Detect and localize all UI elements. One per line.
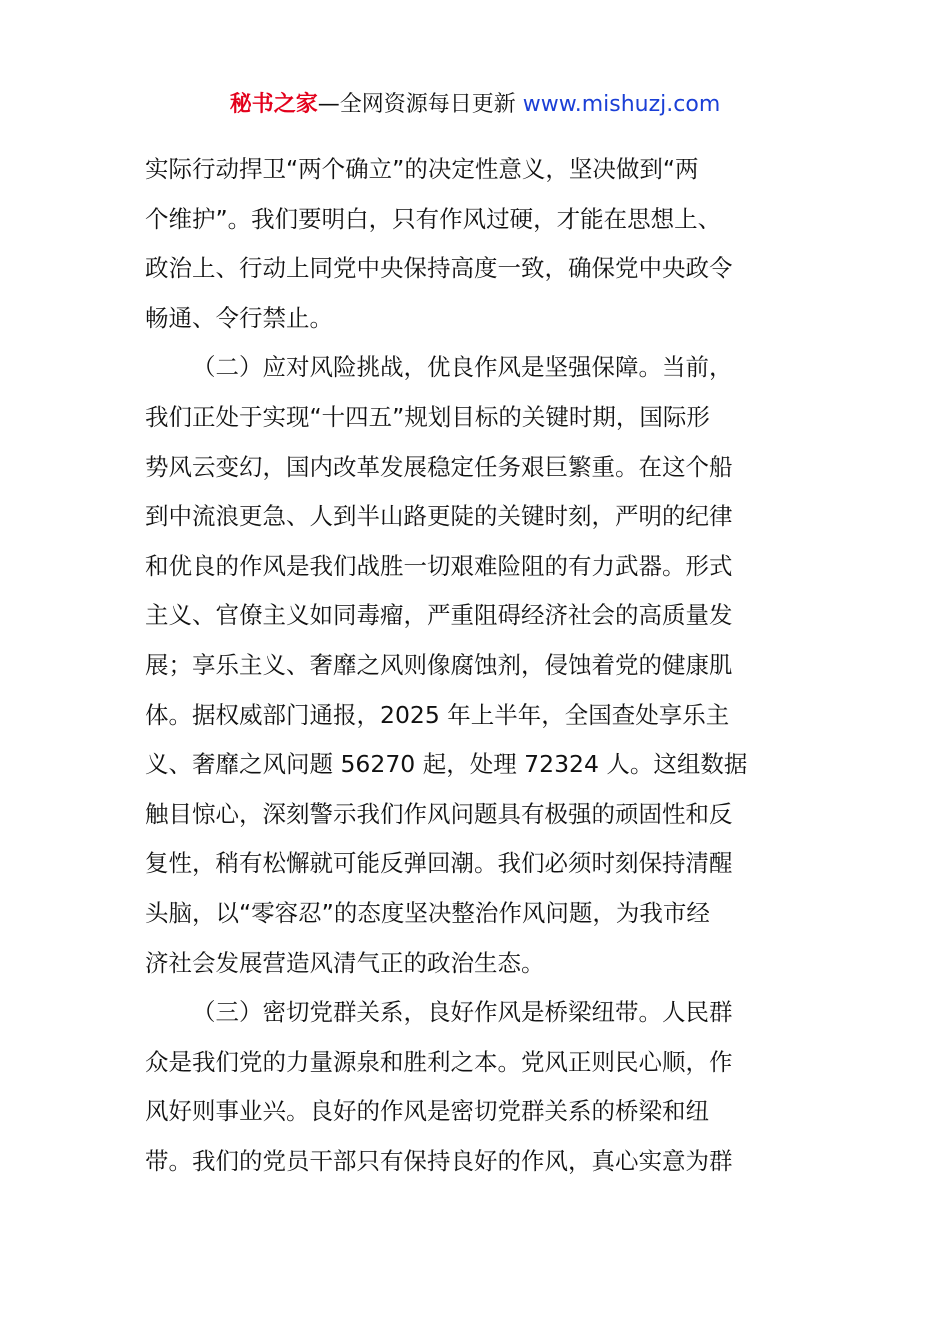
text-line: 头脑，以“零容忍”的态度坚决整治作风问题，为我市经 xyxy=(145,898,710,927)
text-line: 政治上、行动上同党中央保持高度一致，确保党中央政令 xyxy=(145,254,733,283)
text-line: 风好则事业兴。良好的作风是密切党群关系的桥梁和纽 xyxy=(145,1097,709,1126)
text-line: 带。我们的党员干部只有保持良好的作风，真心实意为群 xyxy=(145,1146,733,1175)
brand-name: 秘书之家 xyxy=(229,92,318,117)
text-line: 势风云变幻，国内改革发展稳定任务艰巨繁重。在这个船 xyxy=(145,452,733,481)
text-line: 我们正处于实现“十四五”规划目标的关键时期，国际形 xyxy=(145,402,710,431)
text-line: 畅通、令行禁止。 xyxy=(145,303,333,332)
text-line: 主义、官僚主义如同毒瘤，严重阻碍经济社会的高质量发 xyxy=(145,601,733,630)
paragraph-start-line: （三）密切党群关系，良好作风是桥梁纽带。人民群 xyxy=(192,998,733,1027)
text-line: 触目惊心，深刻警示我们作风问题具有极强的顽固性和反 xyxy=(145,799,733,828)
site-url-link[interactable]: www.mishuzj.com xyxy=(522,92,721,117)
text-line: 复性，稍有松懈就可能反弹回潮。我们必须时刻保持清醒 xyxy=(145,849,733,878)
text-line: 展；享乐主义、奢靡之风则像腐蚀剂，侵蚀着党的健康肌 xyxy=(145,650,733,679)
paragraph-start-line: （二）应对风险挑战，优良作风是坚强保障。当前， xyxy=(192,353,733,382)
text-line: 和优良的作风是我们战胜一切艰难险阻的有力武器。形式 xyxy=(145,551,733,580)
text-line: 众是我们党的力量源泉和胜利之本。党风正则民心顺，作 xyxy=(145,1047,733,1076)
text-line: 个维护”。我们要明白，只有作风过硬，才能在思想上、 xyxy=(145,204,722,233)
text-line: 济社会发展营造风清气正的政治生态。 xyxy=(145,948,545,977)
document-body xyxy=(145,145,825,1186)
text-line: 体。据权威部门通报，2025 年上半年，全国查处享乐主 xyxy=(145,700,730,729)
text-line: 义、奢靡之风问题 56270 起，处理 72324 人。这组数据 xyxy=(145,750,748,779)
header-tagline: —全网资源每日更新 xyxy=(317,92,523,117)
text-line: 实际行动捍卫“两个确立”的决定性意义，坚决做到“两 xyxy=(145,155,699,183)
text-line: 到中流浪更急、人到半山路更陡的关键时刻，严明的纪律 xyxy=(145,502,733,531)
page-header xyxy=(0,88,950,122)
